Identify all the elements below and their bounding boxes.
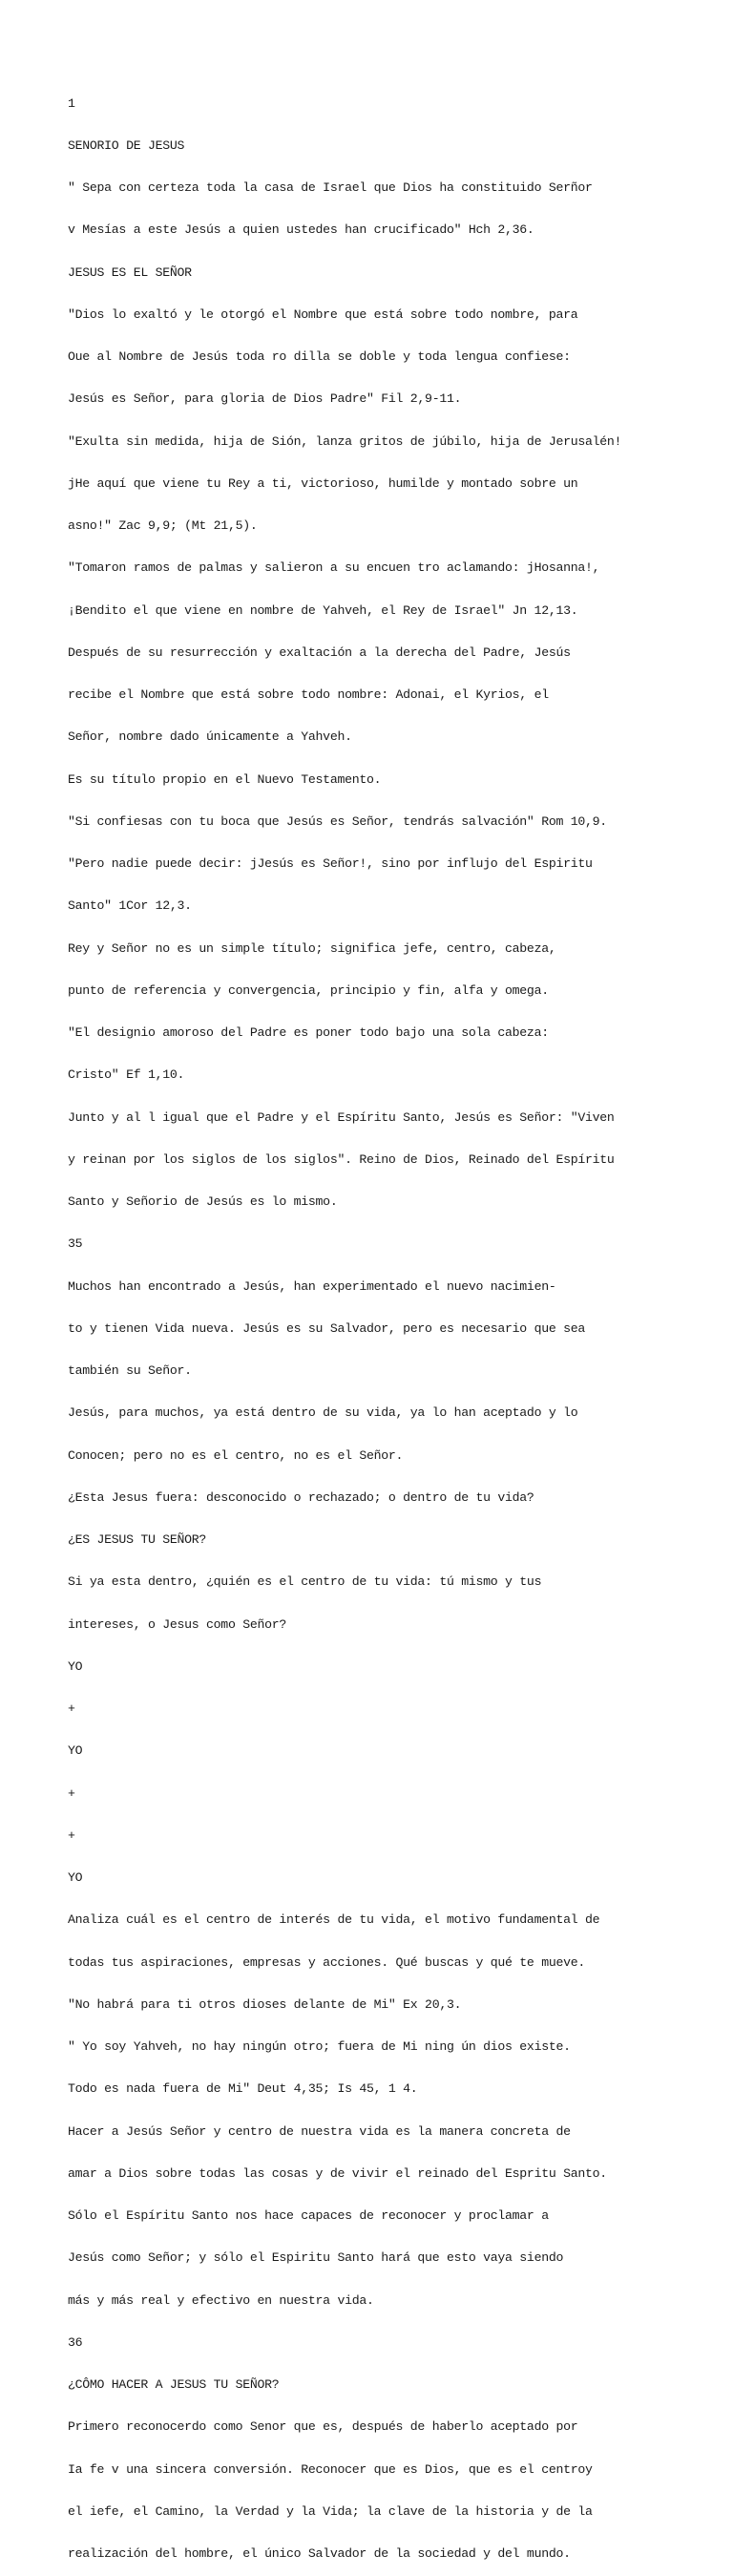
text-line: "El designio amoroso del Padre es poner todo bajo una sola cabeza: (68, 1025, 549, 1040)
text-line: Jesús, para muchos, ya está dentro de su vida, ya lo han aceptado y lo (68, 1405, 578, 1421)
text-line: asno!" Zac 9,9; (Mt 21,5). (68, 518, 258, 533)
text-line: ¿Esta Jesus fuera: desconocido o rechazado; o dentro de tu vida? (68, 1489, 534, 1505)
diagram-label: YO (68, 1658, 83, 1674)
text-line: amar a Dios sobre todas las cosas y de vivir el reinado del Espritu Santo. (68, 2165, 607, 2181)
page-number: 36 (68, 2334, 83, 2350)
text-line: más y más real y efectivo en nuestra vida. (68, 2292, 374, 2308)
text-line: Santo" 1Cor 12,3. (68, 898, 192, 914)
text-line: recibe el Nombre que está sobre todo nombre: Adonai, el Kyrios, el (68, 687, 549, 702)
text-line: Oue al Nombre de Jesús toda ro dilla se doble y toda lengua confiese: (68, 349, 571, 364)
text-line: Hacer a Jesús Señor y centro de nuestra vida es la manera concreta de (68, 2123, 571, 2139)
text-line: el iefe, el Camino, la Verdad y la Vida; la clave de la historia y de la (68, 2503, 593, 2519)
page-number: 35 (68, 1236, 83, 1252)
text-line: Junto y al l igual que el Padre y el Espíritu Santo, Jesús es Señor: "Viven (68, 1109, 615, 1125)
page-number: 1 (68, 95, 75, 111)
diagram-label: YO (68, 1743, 83, 1759)
diagram-label: + (68, 1827, 75, 1843)
text-line: todas tus aspiraciones, empresas y acciones. Qué buscas y qué te mueve. (68, 1954, 585, 1970)
text-line: y reinan por los siglos de los siglos". Reino de Dios, Reinado del Espíritu (68, 1151, 615, 1167)
text-line: intereses, o Jesus como Señor? (68, 1616, 287, 1632)
text-line: " Sepa con certeza toda la casa de Israel que Dios ha constituido Serñor (68, 180, 593, 195)
text-line: Ia fe v una sincera conversión. Reconocer que es Dios, que es el centroy (68, 2461, 593, 2477)
section-heading: ¿CÔMO HACER A JESUS TU SEÑOR? (68, 2377, 280, 2392)
text-line: Cristo" Ef 1,10. (68, 1067, 185, 1083)
text-line: Jesús es Señor, para gloria de Dios Padre" Fil 2,9-11. (68, 391, 462, 407)
diagram-label: + (68, 1785, 75, 1801)
diagram-label: + (68, 1701, 75, 1716)
document-page (68, 69, 726, 2576)
text-line: v Mesías a este Jesús a quien ustedes han crucificado" Hch 2,36. (68, 222, 534, 238)
section-heading: ¿ES JESUS TU SEÑOR? (68, 1532, 207, 1547)
text-line: Analiza cuál es el centro de interés de tu vida, el motivo fundamental de (68, 1912, 600, 1928)
section-heading: SENORIO DE JESUS (68, 137, 185, 153)
text-line: también su Señor. (68, 1363, 192, 1378)
text-line: "Dios lo exaltó y le otorgó el Nombre que está sobre todo nombre, para (68, 306, 578, 322)
text-line: Señor, nombre dado únicamente a Yahveh. (68, 729, 352, 745)
text-line: punto de referencia y convergencia, principio y fin, alfa y omega. (68, 982, 549, 998)
text-line: Santo y Señorio de Jesús es lo mismo. (68, 1194, 338, 1209)
text-line: " Yo soy Yahveh, no hay ningún otro; fuera de Mi ning ún dios existe. (68, 2039, 571, 2054)
text-line: jHe aquí que viene tu Rey a ti, victorioso, humilde y montado sobre un (68, 475, 578, 491)
diagram-label: YO (68, 1870, 83, 1885)
text-line: Muchos han encontrado a Jesús, han experimentado el nuevo nacimien- (68, 1278, 556, 1294)
text-line: Rey y Señor no es un simple título; significa jefe, centro, cabeza, (68, 940, 556, 956)
text-line: Todo es nada fuera de Mi" Deut 4,35; Is 45, 1 4. (68, 2081, 418, 2097)
text-line: Es su título propio en el Nuevo Testamento. (68, 771, 382, 787)
text-line: "No habrá para ti otros dioses delante de Mi" Ex 20,3. (68, 1996, 462, 2012)
text-line: Jesús como Señor; y sólo el Espiritu Santo hará que esto vaya siendo (68, 2250, 564, 2266)
text-line: "Pero nadie puede decir: jJesús es Señor!, sino por influjo del Espiritu (68, 856, 593, 871)
text-line: ¡Bendito el que viene en nombre de Yahveh, el Rey de Israel" Jn 12,13. (68, 602, 578, 618)
text-line: Conocen; pero no es el centro, no es el Señor. (68, 1447, 404, 1463)
text-line: "Si confiesas con tu boca que Jesús es Señor, tendrás salvación" Rom 10,9. (68, 813, 607, 829)
text-line: Después de su resurrección y exaltación a la derecha del Padre, Jesús (68, 644, 571, 660)
text-line: realización del hombre, el único Salvador de la sociedad y del mundo. (68, 2546, 571, 2561)
text-line: Sólo el Espíritu Santo nos hace capaces de reconocer y proclamar a (68, 2208, 549, 2223)
text-line: Si ya esta dentro, ¿quién es el centro de tu vida: tú mismo y tus (68, 1574, 542, 1590)
text-line: "Exulta sin medida, hija de Sión, lanza gritos de júbilo, hija de Jerusalén! (68, 433, 622, 449)
section-heading: JESUS ES EL SEÑOR (68, 264, 192, 280)
text-line: "Tomaron ramos de palmas y salieron a su encuen tro aclamando: jHosanna!, (68, 560, 600, 576)
text-line: to y tienen Vida nueva. Jesús es su Salvador, pero es necesario que sea (68, 1320, 585, 1336)
text-line: Primero reconocerdo como Senor que es, después de haberlo aceptado por (68, 2419, 578, 2435)
